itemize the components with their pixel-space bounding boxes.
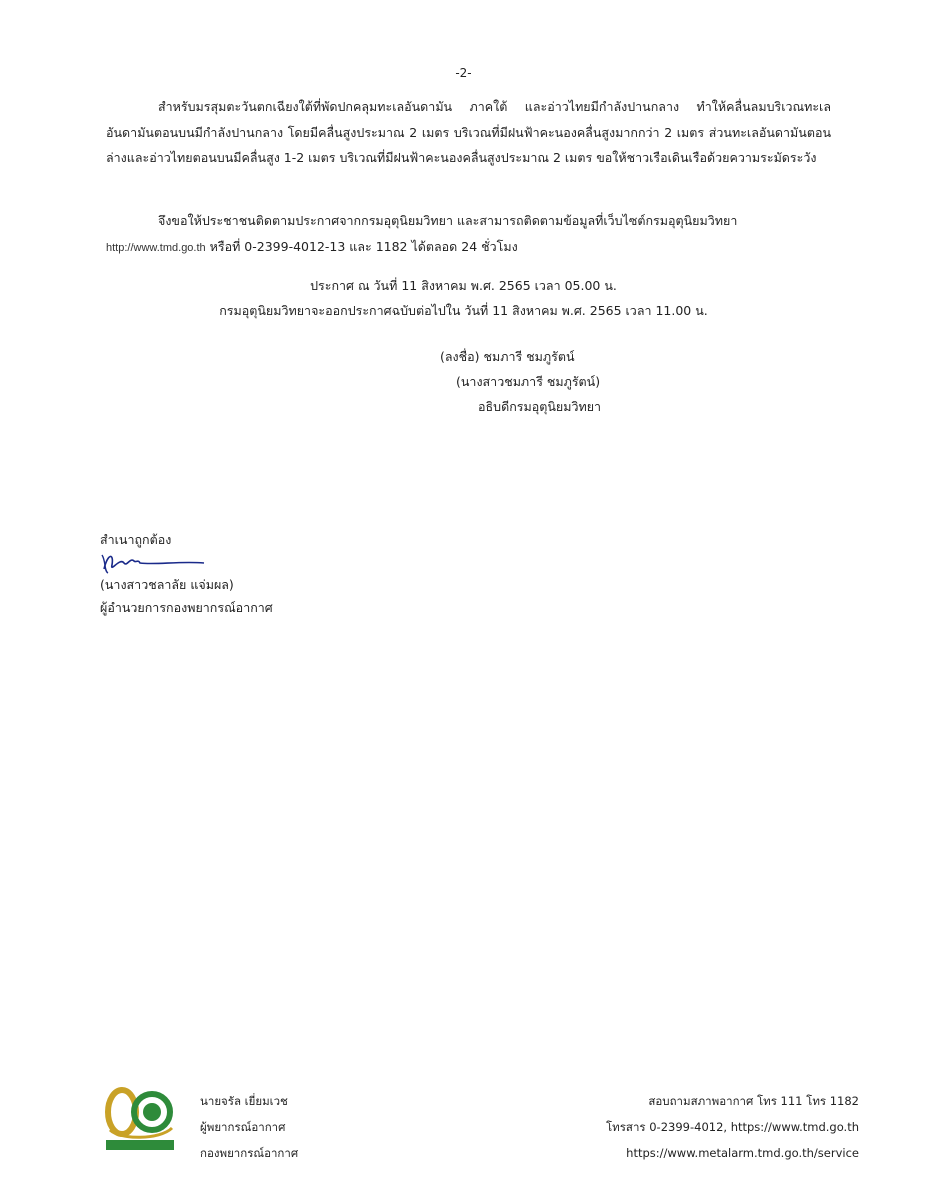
director-signature-block: [440, 344, 601, 419]
tmd-website-link[interactable]: http://www.tmd.go.th: [106, 241, 206, 254]
footer-forecaster: [200, 1088, 298, 1166]
contact-phone: สอบถามสภาพอากาศ โทร 111 โทร 1182: [648, 1094, 859, 1108]
certified-copy-block: [100, 528, 273, 619]
page-number: -2-: [455, 66, 472, 80]
director-title: อธิบดีกรมอุตุนิยมวิทยา: [478, 399, 602, 414]
contact-metalarm-link[interactable]: https://www.metalarm.tmd.go.th/service: [626, 1146, 859, 1160]
forecaster-position: ผู้พยากรณ์อากาศ: [200, 1120, 286, 1134]
signed-line: (ลงชื่อ) ชมภารี ชมภูรัตน์: [440, 349, 575, 364]
paragraph-followup: [106, 208, 831, 261]
paragraph-followup-text: จึงขอให้ประชาชนติดตามประกาศจากกรมอุตุนิยมวิทยา และสามารถติดตามข้อมูลที่เว็บไซต์กรมอุตุนิยมวิทยา: [158, 213, 738, 228]
paragraph-followup-rest: หรือที่ 0-2399-4012-13 และ 1182 ได้ตลอด 24 ชั่วโมง: [205, 238, 518, 254]
forecaster-name: นายจรัล เยี่ยมเวช: [200, 1094, 288, 1108]
certified-copy-name: (นางสาวชลาลัย แจ่มผล): [100, 577, 234, 592]
footer-contact: [606, 1088, 859, 1166]
director-name: (นางสาวชมภารี ชมภูรัตน์): [456, 374, 601, 389]
certified-copy-title: ผู้อำนวยการกองพยากรณ์อากาศ: [100, 600, 273, 615]
certified-copy-label: สำเนาถูกต้อง: [100, 532, 172, 547]
announcement-issued: ประกาศ ณ วันที่ 11 สิงหาคม พ.ศ. 2565 เวลา 05.00 น.: [310, 278, 617, 293]
forecaster-division: กองพยากรณ์อากาศ: [200, 1146, 299, 1160]
paragraph-monsoon: สำหรับมรสุมตะวันตกเฉียงใต้ที่พัดปกคลุมทะเลอันดามัน ภาคใต้ และอ่าวไทยมีกำลังปานกลาง ทำให้คลื่นลมบริเวณทะเลอันดามันตอนบนมีกำลังปานกลาง โดยมีคลื่นสูงประมาณ 2 เมตร บริเวณที่มีฝนฟ้าคะนองคลื่นสูงมากกว่า 2 เมตร ส่วนทะเลอันดามันตอนล่างและอ่าวไทยตอนบนมีคลื่นสูง 1-2 เมตร บริเวณที่มีฝนฟ้าคะนองคลื่นสูงประมาณ 2 เมตร ขอให้ชาวเรือเดินเรือด้วยความระมัดระวัง: [106, 99, 831, 165]
announcement-next: กรมอุตุนิยมวิทยาจะออกประกาศฉบับต่อไปใน วันที่ 11 สิงหาคม พ.ศ. 2565 เวลา 11.00 น.: [219, 303, 708, 318]
contact-fax-website[interactable]: โทรสาร 0-2399-4012, https://www.tmd.go.th: [606, 1120, 859, 1134]
handwritten-signature: [100, 551, 273, 573]
tmd-80-logo: [100, 1080, 180, 1160]
